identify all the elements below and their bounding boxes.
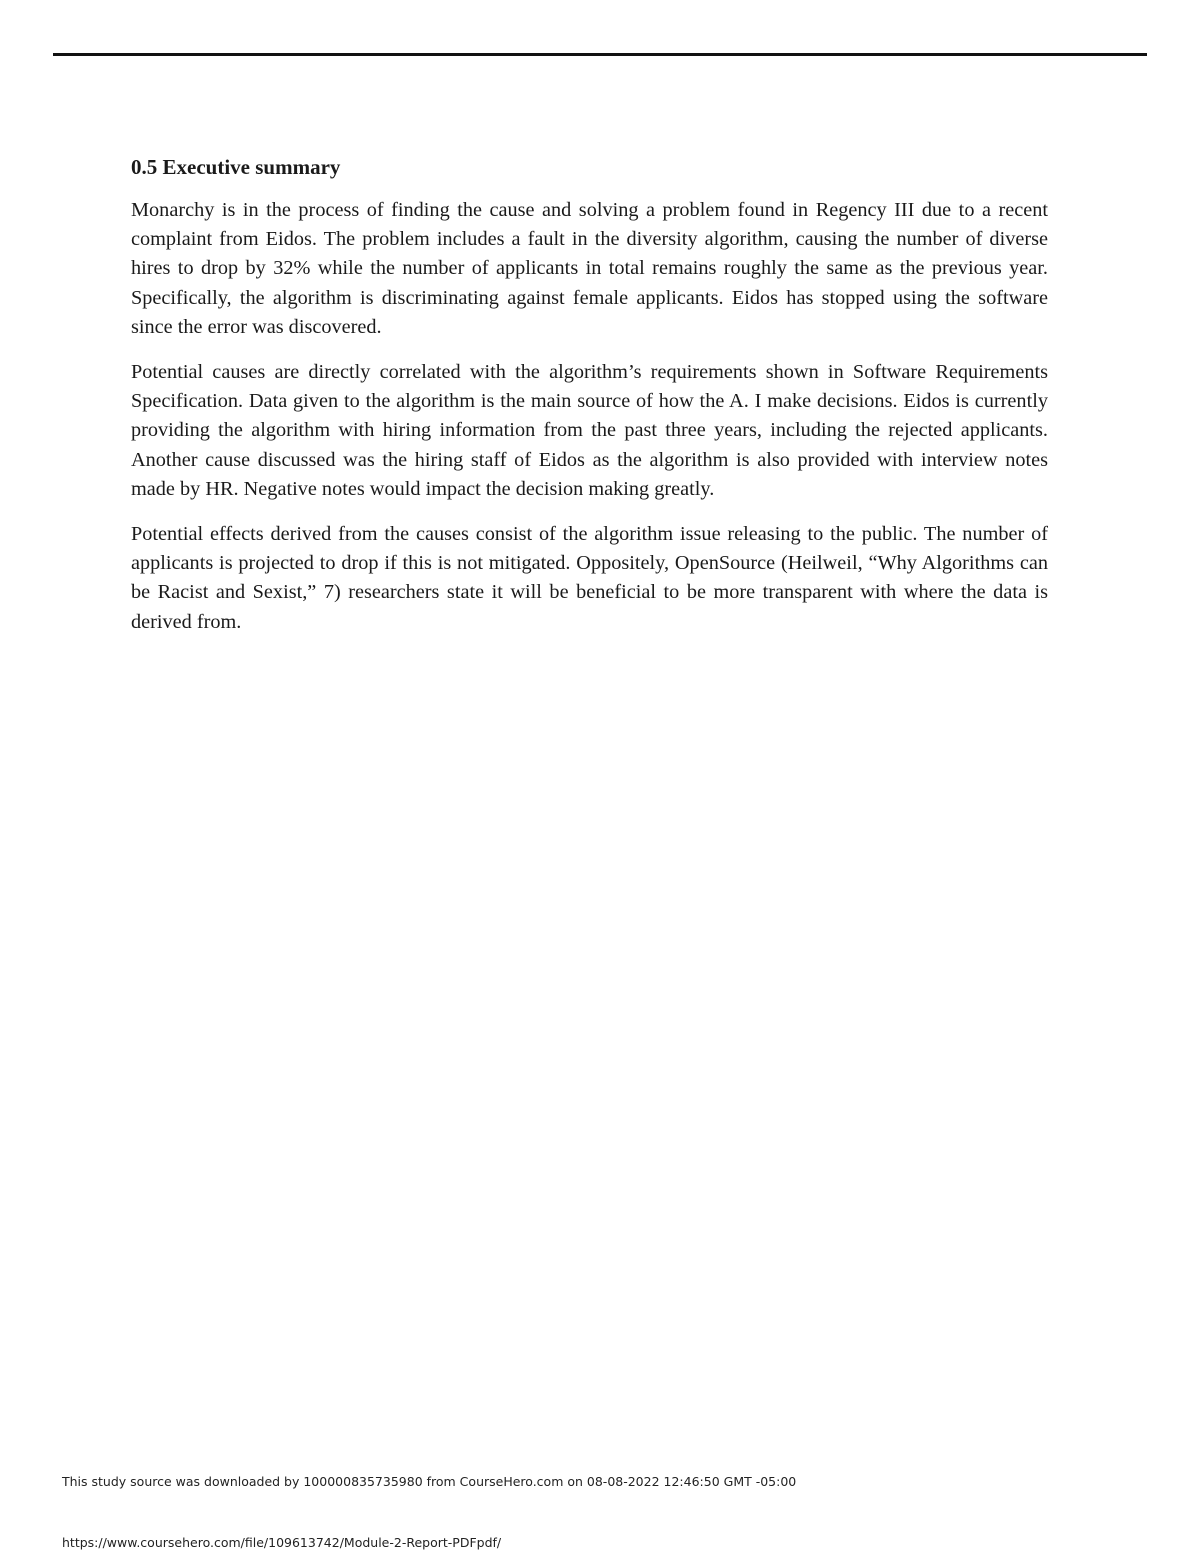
header-rule: [53, 53, 1147, 56]
section-heading: 0.5 Executive summary: [131, 155, 341, 179]
download-source-note: This study source was downloaded by 100000835735980 from CourseHero.com on 08-08-2022 12:46:50 GMT -05:00: [62, 1474, 797, 1489]
paragraph-problem: Monarchy is in the process of finding the cause and solving a problem found in Regency III due to a recent complaint from Eidos. The problem includes a fault in the diversity algorithm, causing the number of diverse hires to drop by 32% while the number of applicants in total remains roughly the same as the previous year. Specifically, the algorithm is discriminating against female applicants. Eidos has stopped using the software since the error was discovered.: [131, 199, 1048, 338]
document-url-link[interactable]: https://www.coursehero.com/file/109613742/Module-2-Report-PDFpdf/: [62, 1535, 502, 1550]
paragraph-causes: Potential causes are directly correlated with the algorithm’s requirements shown in Software Requirements Specification. Data given to the algorithm is the main source of how the A. I make decisions. Eidos is currently providing the algorithm with hiring information from the past three years, including the rejected applicants. Another cause discussed was the hiring staff of Eidos as the algorithm is also provided with interview notes made by HR. Negative notes would impact the decision making greatly.: [131, 361, 1048, 500]
executive-summary-section: [131, 152, 1048, 653]
paragraph-effects: Potential effects derived from the causes consist of the algorithm issue releasing to the public. The number of applicants is projected to drop if this is not mitigated. Oppositely, OpenSource (Heilweil, “Why Algorithms can be Racist and Sexist,” 7) researchers state it will be beneficial to be more transparent with where the data is derived from.: [131, 523, 1048, 633]
